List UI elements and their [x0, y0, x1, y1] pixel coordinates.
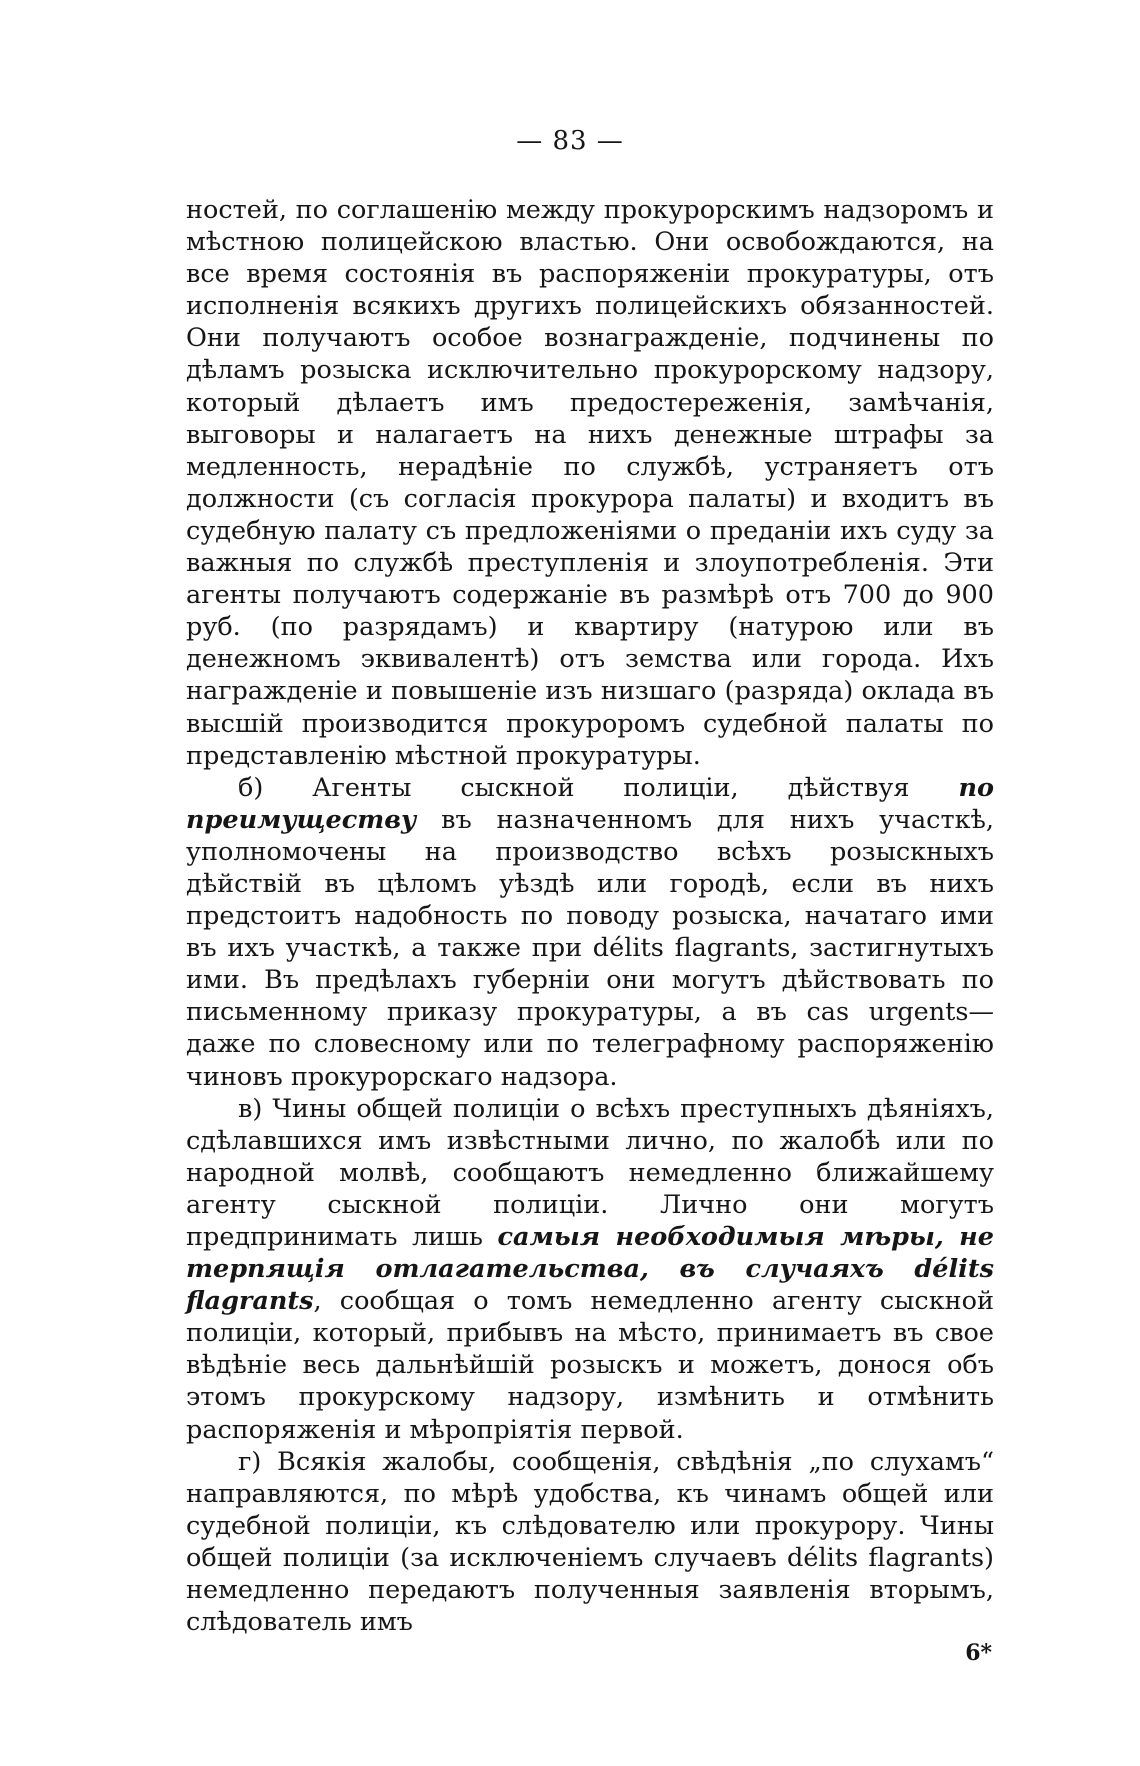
- paragraph-4: [186, 1446, 994, 1639]
- italic-emphasis: по преимуществу: [186, 772, 994, 835]
- body-text: [186, 194, 994, 1638]
- paragraph-text: г) Всякія жалобы, сообщенія, свѣдѣнія „по слухамъ“ направляются, по мѣрѣ удобства, къ чинамъ общей или судебной полиціи, къ слѣдователю или прокурору. Чины общей полиціи (за исключеніемъ случаевъ délits flagrants) немедленно передаютъ полученныя заявленія вторымъ, слѣдователь имъ: [186, 1446, 994, 1638]
- paragraph-text: б) Агенты сыскной полиціи, дѣйствуя: [238, 772, 959, 803]
- page-number: — 83 —: [516, 126, 624, 156]
- italic-emphasis: самыя необходимыя мѣры, не терпящія отлагательства, въ случаяхъ délits flagrants: [186, 1222, 994, 1317]
- paragraph-1: [186, 194, 994, 772]
- paragraph-text: , сообщая о томъ немедленно агенту сыскной полиціи, который, прибывъ на мѣсто, принимаетъ въ свое вѣдѣніе весь дальнѣйшій розыскъ и можетъ, донося объ этомъ прокурскому надзору, измѣнить и отмѣнить распоряженія и мѣропріятія первой.: [186, 1286, 994, 1445]
- printer-signature: 6*: [965, 1640, 992, 1666]
- paragraph-text: в) Чины общей полиціи о всѣхъ преступныхъ дѣяніяхъ, сдѣлавшихся имъ извѣстными лично, по жалобѣ или по народной молвѣ, сообщаютъ немедленно ближайшему агенту сыскной полиціи. Лично они могутъ предпринимать лишь: [186, 1093, 994, 1252]
- paragraph-2: [186, 772, 994, 1093]
- paragraph-3: [186, 1093, 994, 1446]
- paragraph-text: въ назначенномъ для нихъ участкѣ, уполномочены на производство всѣхъ розыскныхъ дѣйствій въ цѣломъ уѣздѣ или городѣ, если въ нихъ предстоитъ надобность по поводу розыска, начатаго ими въ ихъ участкѣ, а также при délits flagrants, застигнутыхъ ими. Въ предѣлахъ губерніи они могутъ дѣйствовать по письменному приказу прокуратуры, а въ cas urgents—даже по словесному или по телеграфному распоряженію чиновъ прокурорскаго надзора.: [186, 804, 994, 1092]
- paragraph-text: ностей, по соглашенію между прокурорскимъ надзоромъ и мѣстною полицейскою властью. Они освобождаются, на все время состоянія въ распоряженіи прокуратуры, отъ исполненія всякихъ другихъ полицейскихъ обязанностей. Они получаютъ особое вознагражденіе, подчинены по дѣламъ розыска исключительно прокурорскому надзору, который дѣлаетъ имъ предостереженія, замѣчанія, выговоры и налагаетъ на нихъ денежные штрафы за медленность, нерадѣніе по службѣ, устраняетъ отъ должности (съ согласія прокурора палаты) и входитъ въ судебную палату съ предложеніями о преданіи ихъ суду за важныя по службѣ преступленія и злоупотребленія. Эти агенты получаютъ содержаніе въ размѣрѣ отъ 700 до 900 руб. (по разрядамъ) и квартиру (натурою или въ денежномъ эквивалентѣ) отъ земства или города. Ихъ награжденіе и повышеніе изъ низшаго (разряда) оклада въ высшій производится прокуроромъ судебной палаты по представленію мѣстной прокуратуры.: [186, 195, 994, 771]
